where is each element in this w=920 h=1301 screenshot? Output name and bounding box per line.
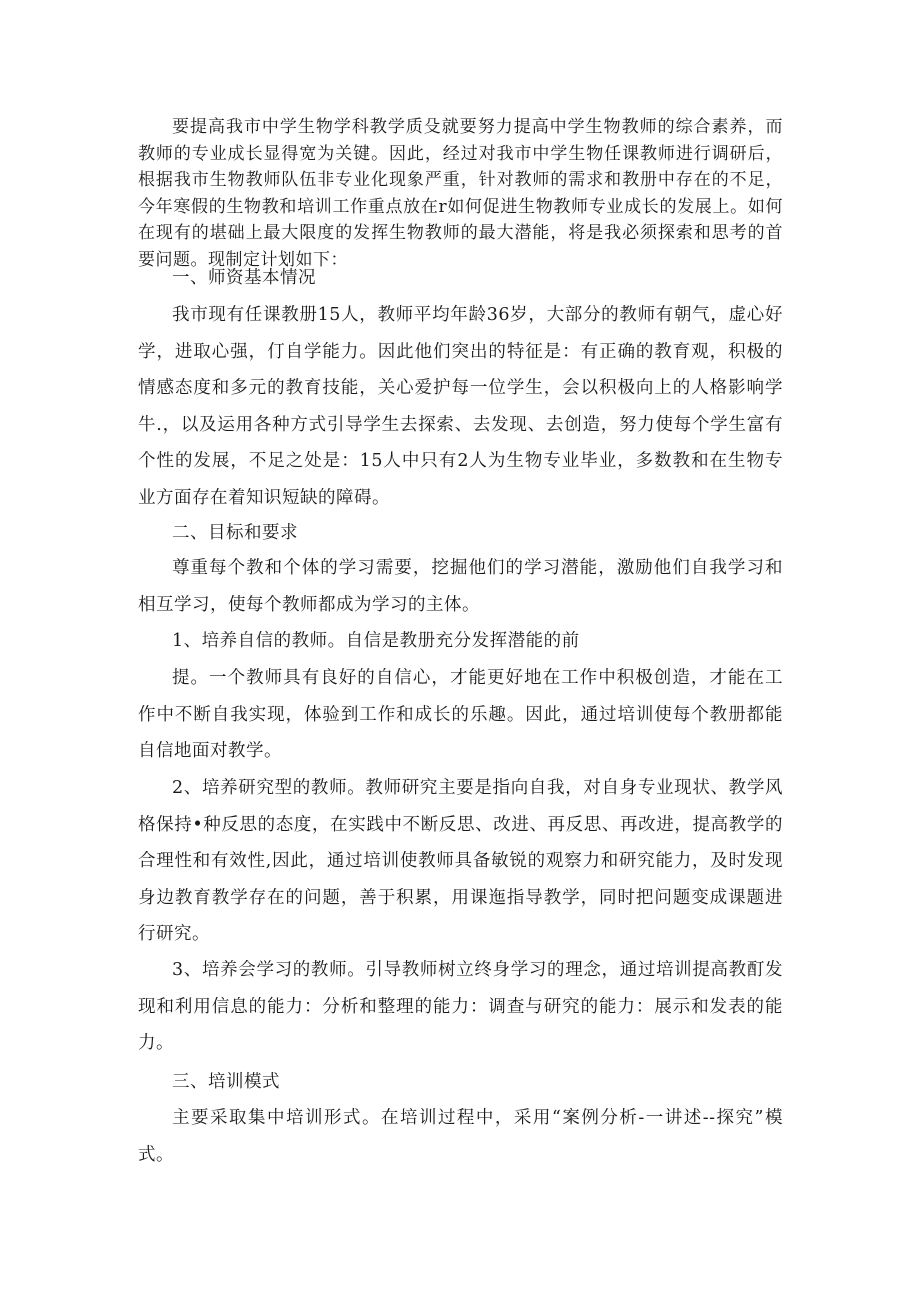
intro-paragraph: 要提高我市中学生物学科教学质殳就要努力提高中学生物教师的综合素养，而教师的专业成长显得宽为关键。因此，经过对我市中学生物任课教师进行调研后，根据我市生物教师队伍非专业化现象严重，针对教师的需求和教册中存在的不足，今年寒假的生物教和培训工作重点放在r如何促进生物教师专业成长的发展上。如何在现有的堪础上最大限度的发挥生物教师的最大潜能，将是我必须探索和思考的首要问题。现制定计划如下： (138, 117, 783, 270)
item1-paragraph: 提。一个教师具有良好的自信心，才能更好地在工作中积极创造，才能在工作中不断自我实现，体验到工作和成长的乐趣。因此，通过培训使每个教册都能自信地面对教学。 (138, 668, 783, 761)
section3-heading: 三、培训模式 (172, 1072, 280, 1092)
section1-heading: 一、师资基本情况 (172, 268, 316, 288)
section2-heading: 二、目标和要求 (172, 523, 298, 543)
item3-paragraph: 3、培养会学习的教师。引导教师树立终身学习的理念，通过培训提高教酊发现和利用信息的能力：分析和整理的能力：调查与研究的能力：展示和发表的能力。 (138, 960, 783, 1053)
item2-paragraph: 2、培养研究型的教师。教师研究主要是指向自我，对自身专业现状、教学风格保持•种反思的态度，在实践中不断反思、改进、再反思、再改进，提高教学的合理性和有效性,因此，通过培训使教师具备敏锐的观察力和研究能力，及时发现身边教育教学存在的问题，善于积累，用课迤指导教学，同时把问题变成课题进行研究。 (138, 778, 783, 944)
item1-heading-line: 1、培养自信的教师。自信是教册充分发挥潜能的前 (172, 631, 580, 651)
section3-paragraph: 主要采取集中培训形式。在培训过程中，采用“案例分析-一讲述--探究”模式。 (138, 1108, 783, 1165)
section1-paragraph: 我市现有任课教册15人，教师平均年龄36岁，大部分的教师有朝气，虚心好学，进取心强，仃自学能力。因此他们突出的特征是：有正确的教育观，积极的情感态度和多元的教育技能，关心爱护每一位学生，会以积极向上的人格影响学牛.，以及运用各种方式引导学生去探索、去发现、去创造，努力使每个学生富有个性的发展，不足之处是：15人中只有2人为生物专业毕业，多数教和在生物专业方面存在着知识短缺的障碍。 (138, 305, 783, 508)
section2-paragraph: 尊重每个教和个体的学习需要，挖掘他们的学习潜能，激励他们自我学习和相互学习，使每个教师都成为学习的主体。 (138, 558, 783, 615)
